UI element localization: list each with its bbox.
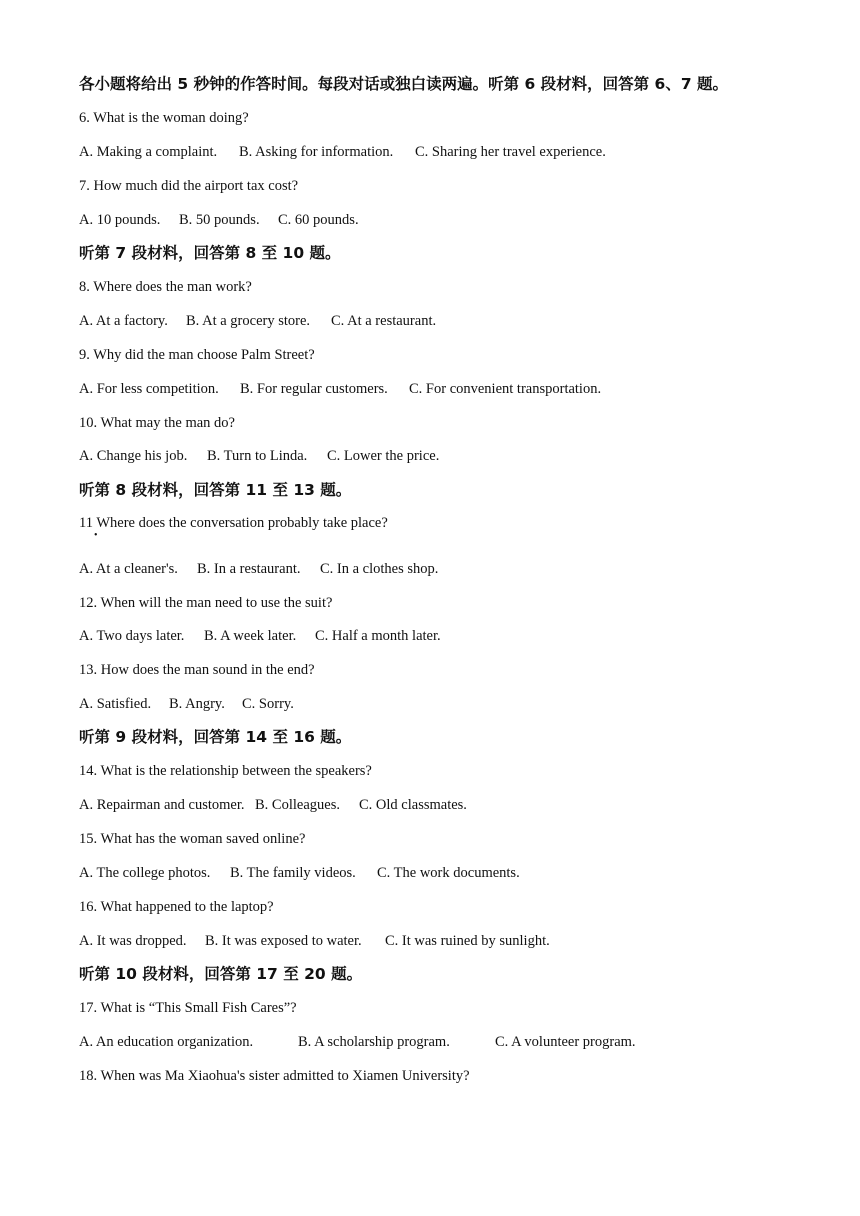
question-15: 15. What has the woman saved online? <box>79 831 306 847</box>
section-heading-9: 听第 9 段材料，回答第 14 至 16 题。 <box>79 728 352 746</box>
option-c: C. Lower the price. <box>327 448 440 464</box>
option-a: A. At a cleaner's. <box>79 561 178 577</box>
option-c: C. In a clothes shop. <box>320 561 439 577</box>
option-b: B. 50 pounds. <box>179 212 260 228</box>
option-b: B. Colleagues. <box>255 797 340 813</box>
question-10: 10. What may the man do? <box>79 415 235 431</box>
options-15 <box>79 864 520 882</box>
question-6: 6. What is the woman doing? <box>79 110 249 126</box>
option-b: B. The family videos. <box>230 865 356 881</box>
section-heading-10: 听第 10 段材料，回答第 17 至 20 题。 <box>79 965 363 983</box>
option-a: A. Satisfied. <box>79 696 152 712</box>
section-heading-7: 听第 7 段材料，回答第 8 至 10 题。 <box>79 244 341 262</box>
option-c: C. A volunteer program. <box>495 1034 636 1050</box>
option-c: C. Sharing her travel experience. <box>415 144 606 160</box>
options-6 <box>79 143 606 161</box>
option-b: B. Turn to Linda. <box>207 448 308 464</box>
question-8: 8. Where does the man work? <box>79 279 252 295</box>
options-8 <box>79 312 436 330</box>
section-heading-8: 听第 8 段材料，回答第 11 至 13 题。 <box>79 481 352 499</box>
option-c: C. At a restaurant. <box>331 313 437 329</box>
option-b: B. In a restaurant. <box>197 561 301 577</box>
options-7 <box>79 211 359 229</box>
question-14: 14. What is the relationship between the speakers? <box>79 763 372 779</box>
option-a: A. 10 pounds. <box>79 212 161 228</box>
question-11-dot: • <box>94 530 98 541</box>
options-16 <box>79 932 550 950</box>
option-c: C. Sorry. <box>242 696 294 712</box>
options-10 <box>79 447 439 465</box>
question-13: 13. How does the man sound in the end? <box>79 662 315 678</box>
options-13 <box>79 695 294 713</box>
option-a: A. The college photos. <box>79 865 211 881</box>
question-11: 11 Where does the conversation probably take place? <box>79 515 388 531</box>
question-12: 12. When will the man need to use the suit? <box>79 595 333 611</box>
option-a: A. Repairman and customer. <box>79 797 245 813</box>
option-c: C. Half a month later. <box>315 628 441 644</box>
option-b: B. A scholarship program. <box>298 1034 450 1050</box>
options-17 <box>79 1033 636 1051</box>
question-18: 18. When was Ma Xiaohua's sister admitted to Xiamen University? <box>79 1068 470 1084</box>
option-c: C. The work documents. <box>377 865 520 881</box>
question-17: 17. What is “This Small Fish Cares”? <box>79 1000 297 1016</box>
option-a: A. Change his job. <box>79 448 188 464</box>
option-b: B. A week later. <box>204 628 297 644</box>
option-c: C. 60 pounds. <box>278 212 359 228</box>
option-a: A. An education organization. <box>79 1034 254 1050</box>
option-c: C. Old classmates. <box>359 797 467 813</box>
option-b: B. At a grocery store. <box>186 313 311 329</box>
option-c: C. For convenient transportation. <box>409 381 602 397</box>
question-9: 9. Why did the man choose Palm Street? <box>79 347 315 363</box>
option-a: A. Making a complaint. <box>79 144 218 160</box>
option-b: B. For regular customers. <box>240 381 388 397</box>
question-16: 16. What happened to the laptop? <box>79 899 274 915</box>
option-b: B. Asking for information. <box>239 144 394 160</box>
option-a: A. It was dropped. <box>79 933 187 949</box>
options-14 <box>79 796 467 814</box>
option-b: B. Angry. <box>169 696 225 712</box>
option-b: B. It was exposed to water. <box>205 933 362 949</box>
section-instruction: 各小题将给出 5 秒钟的作答时间。每段对话或独白读两遍。听第 6 段材料，回答第 6、7 题。 <box>79 75 729 93</box>
options-12 <box>79 627 441 645</box>
option-c: C. It was ruined by sunlight. <box>385 933 550 949</box>
option-a: A. Two days later. <box>79 628 185 644</box>
option-a: A. At a factory. <box>79 313 168 329</box>
question-7: 7. How much did the airport tax cost? <box>79 178 299 194</box>
options-11 <box>79 560 438 578</box>
options-9 <box>79 380 601 398</box>
option-a: A. For less competition. <box>79 381 219 397</box>
